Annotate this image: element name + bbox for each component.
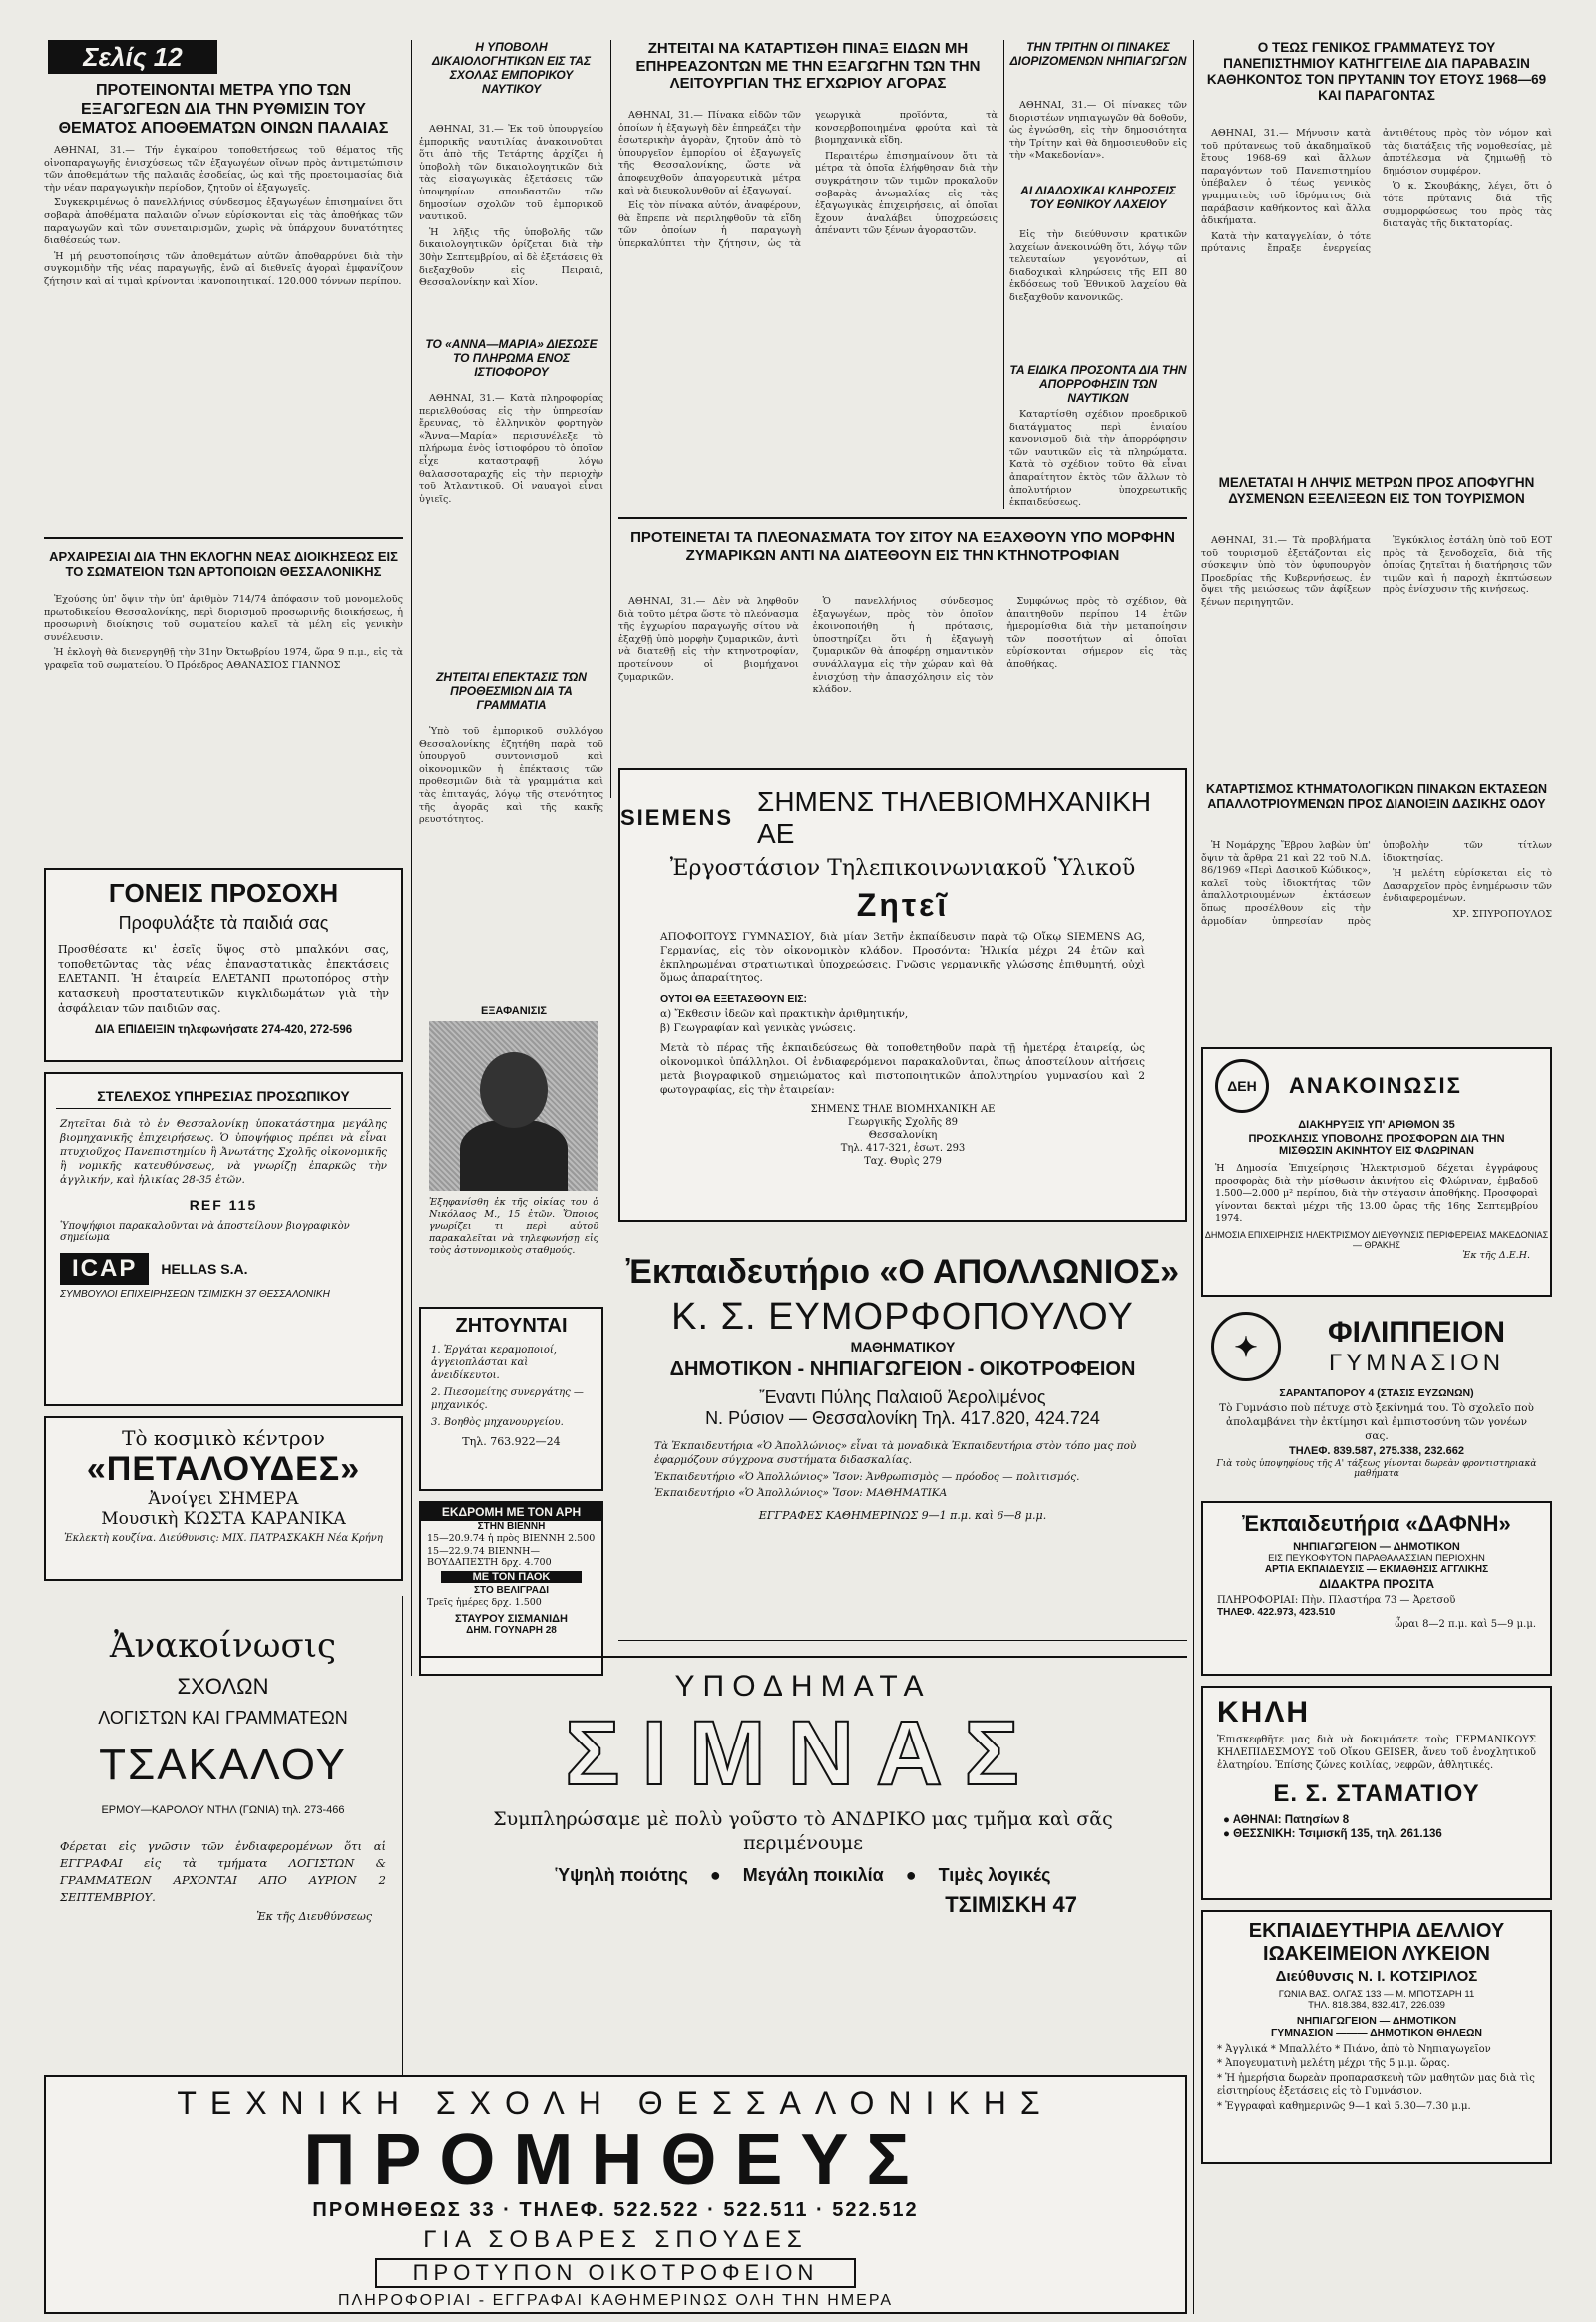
article-paragraph: ΑΘΗΝΑΙ, 31.— Πίνακα εἰδῶν τῶν ὁποίων ἡ ἐξαγωγὴ δὲν ἐπηρεάζει τὴν ἐσωτερικὴν ἀγορὰν, ζητοῦν ἀπὸ τὸ ὑπουργεῖον ἐμπορίου οἱ ἐξαγωγεῖς τῆς Θεσσαλονίκης, ὥστε νὰ ἀποφευχθοῦν ἀπαγορευτικὰ μέτρα καὶ νὰ διευκολυνθοῦν αἱ ἐξαγωγαί. — [618, 110, 801, 196]
article-paragraph: Εἰς τὸν πίνακα αὐτόν, ἀναφέρουν, θὰ ἔπρεπε νὰ περιληφθοῦν τὰ εἴδη τῶν ὁποίων ἡ παραγωγὴ ὑπερκαλύπτει τὴν ζήτησιν, ὡς τὰ γεωργικὰ προϊόντα, τὰ κονσερβοποιημένα φρούτα καὶ τὰ βιομηχανικὰ εἴδη. — [618, 110, 998, 249]
article-paragraph: ΑΘΗΝΑΙ, 31.— Τήν ἐγκαίρου τοποθετήσεως τοῦ θέματος τῆς οἰνοπαραγωγῆς ἐνισχύσεως τῶν ἐξαγωγέων οἴνων πρὸς ἀντιμετώπισιν τῶν ἀποθεμάτων τῆς παλαιᾶς ἐσοδείας, ὡς καὶ τῆς προετοιμασίας διὰ τὴν νέαν παραγωγικὴν περίοδον, ζητοῦν οἱ ἐξαγωγεῖς. — [44, 145, 403, 194]
address-line: Θεσσαλονίκη — [868, 1130, 938, 1141]
ad-ari-excursion — [419, 1501, 603, 1676]
article-paragraph: Συγκεκριμένως ὁ πανελλήνιος σύνδεσμος ἐξαγωγέων ἐπισημαίνει ὅτι σοβαρὰ ἀποθέματα παλαιῶν οἴνων εὑρίσκονται εἰς τὰς ἀποθήκας τῶν παραγωγῶν καὶ τῶν συνεταιρισμῶν, χωρὶς νὰ ὑπάρχουν δυνατότητες διαθέσεώς των. — [44, 197, 403, 247]
article-title: ΑΙ ΔΙΑΔΟΧΙΚΑΙ ΚΛΗΡΩΣΕΙΣ ΤΟΥ ΕΘΝΙΚΟΥ ΛΑΧΕΙΟΥ — [1020, 184, 1176, 212]
column-divider — [1003, 40, 1004, 509]
ad-title: ΣΙΜΝΑΣ — [565, 1703, 1041, 1804]
article-body — [1201, 128, 1552, 467]
address-line: Ταχ. Θυρὶς 279 — [864, 1156, 942, 1167]
article-title: ΚΑΤΑΡΤΙΣΜΟΣ ΚΤΗΜΑΤΟΛΟΓΙΚΩΝ ΠΙΝΑΚΩΝ ΕΚΤΑΣΕΩΝ ΑΠΑΛΛΟΤΡΙΟΥΜΕΝΩΝ ΠΡΟΣ ΔΙΑΝΟΙΞΙΝ ΔΑΣΙΚΗΣ ΟΔΟΥ — [1205, 782, 1548, 811]
ad-ref: REF 115 — [189, 1197, 258, 1213]
article-body — [1201, 535, 1552, 774]
ad-sub: ΣΤΗΝ ΒΙΕΝΝΗ — [477, 1521, 546, 1532]
ad-dellios — [1201, 1910, 1552, 2164]
ad-bullet: Ὑψηλὴ ποιότης — [555, 1865, 688, 1885]
ad-list-item: α) Ἔκθεσιν ἰδεῶν καὶ πρακτικὴν ἀριθμητικήν, — [660, 1008, 909, 1020]
article-paragraph: Περαιτέρω ἐπισημαίνουν ὅτι τὰ μέτρα τὰ ὁποῖα ἐλήφθησαν διὰ τὴν συγκράτησιν τῶν τιμῶν προκαλοῦν σοβαρὰς ἀνωμαλίας εἰς τὰς ἐξαγωγικὰς ἐπιχειρήσεις, αἱ ὁποῖαι ἔχουν ἀναλάβει ὑποχρεώσεις ἀπέναντι τῶν ξένων ἀγοραστῶν. — [815, 150, 998, 237]
ad-phone: ΔΙΑ ΕΠΙΔΕΙΞΙΝ τηλεφωνήσατε 274-420, 272-596 — [94, 1024, 353, 1036]
ad-title: ΖΗΤΟΥΝΤΑΙ — [455, 1315, 568, 1337]
ad-hours: ὧραι 8—2 π.μ. καὶ 5—9 μ.μ. — [1395, 1619, 1536, 1630]
article-paragraph: Ὁ κ. Σκουβάκης, λέγει, ὅτι ὁ τότε πρύτανις διὰ τῆς συμμορφώσεως του πρὸς τὰς διαταγὰς τῆς δικτατορίας. — [1383, 181, 1552, 230]
address-line: Τηλ. 417-321, ἐσωτ. 293 — [840, 1143, 966, 1154]
article-paragraph: Ὁ πανελλήνιος σύνδεσμος ἐξαγωγέων, πρὸς τὸν ὁποῖον ἐκοινοποιήθη ἡ πρότασις, ὑποστηρίζει ὅτι ἡ ἐξαγωγὴ ζυμαρικῶν θὰ ἀποφέρῃ σημαντικὸν συνάλλαγμα εἰς τὴν χώραν καὶ θὰ ἐνισχύσῃ τὴν ἀπασχόλησιν εἰς τὸν κλάδον. — [812, 596, 994, 696]
article-body — [44, 145, 403, 529]
ad-title: ΦΙΛΙΠΠΕΙΟΝ — [1328, 1316, 1505, 1349]
article-paragraph: Ἡ μή ρευστοποίησις τῶν ἀποθεμάτων αὐτῶν ἀποθαρρύνει διὰ τὴν συγκομιδὴν τῆς νέας παραγωγῆς, ἐνῶ αἱ διεθνεῖς ἀγοραὶ ἐμφανίζουν ζήτησιν καὶ αἱ τιμαὶ κρίνονται ἱκανοποιητικαί. 120.000 τόννων περίπου. — [44, 250, 403, 287]
ad-sub: ΣΤΟ ΒΕΛΙΓΡΑΔΙ — [474, 1585, 549, 1596]
icap-logo-sub: HELLAS S.A. — [161, 1261, 248, 1277]
notice-label: ΕΞΑΦΑΝΙΣΙΣ — [481, 1005, 547, 1017]
ad-address: Ἔναντι Πύλης Παλαιοῦ Ἀερολιμένος — [759, 1387, 1046, 1407]
ad-title: Ἐκπαιδευτήρια «ΔΑΦΝΗ» — [1242, 1511, 1511, 1536]
ad-item: 2. Πιεσομείτης συνεργάτης — μηχανικός. — [431, 1387, 584, 1411]
article-body — [1201, 840, 1552, 1039]
ad-body: Τὸ Γυμνάσιο ποὺ πέτυχε στὸ ξεκίνημά του. Τὸ σχολεῖο ποὺ ἀπολαμβάνει τὴν ἐκτίμησι καὶ ἐμπιστοσύνη τῶν γονέων σας. — [1219, 1402, 1534, 1442]
ad-title: ΤΣΑΚΑΛΟΥ — [99, 1741, 347, 1789]
bullet-dot-icon: ● — [709, 1865, 721, 1885]
ad-note: Μετὰ τὸ πέρας τῆς ἐκπαιδεύσεως θὰ τοποθετηθοῦν παρὰ τῇ ἡμετέρᾳ ἑταιρείᾳ, ὡς οἰκονομικοὶ ὑπάλληλοι. Οἱ ἐνδιαφερόμενοι παρακαλοῦνται, ὅπως ἀποστείλουν αἰτήσεις μετὰ βιογραφικοῦ σημειώματος καὶ πιστοποιητικῶν ἀπολυτηρίου γυμνασίου καὶ 2 φωτογραφίας, εἰς τὴν ἑταιρείαν: — [660, 1042, 1145, 1096]
dei-logo: ΔΕΗ — [1215, 1059, 1269, 1113]
ad-apollonios — [618, 1237, 1187, 1641]
missing-person-notice — [429, 1005, 598, 1295]
article-paragraph: ΑΘΗΝΑΙ, 31.— Κατὰ πληροφορίας περιελθούσας εἰς τὴν ὑπηρεσίαν ἔρευνας, τὸ ἑλληνικὸν φορτηγὸν «Ἄννα—Μαρία» περισυνέλεξε τὸ πλήρωμα ἐνὸς ἰστιοφόρου τὸ ὁποῖον εἶχε καταστραφῇ λόγω θαλασσοταραχῆς εἰς τὴν περιοχὴν τοῦ Ἀτλαντικοῦ. Οἱ ναυαγοὶ εἶναι ὑγιεῖς. — [419, 393, 603, 505]
ad-feature: Ἐκπαιδευτήριο «Ὁ Ἀπολλώνιος» Ἴσον: Ἀνθρωπισμὸς — πρόοδος — πολιτισμός. — [654, 1471, 1080, 1483]
ad-item: 1. Ἐργάται κεραμοποιοί, ἀγγειοπλάσται καὶ ἀνειδίκευτοι. — [431, 1345, 557, 1381]
ad-title: ΠΡΟΜΗΘΕΥΣ — [303, 2121, 928, 2200]
address-line: ΣΗΜΕΝΣ ΤΗΛΕ ΒΙΟΜΗΧΑΝΙΚΗ ΑΕ — [810, 1104, 996, 1115]
ad-note: Τὰ Ἐκπαιδευτήρια «Ὁ Ἀπολλώνιος» εἶναι τὰ μοναδικὰ Ἐκπαιδευτήρια στὸν τόπο μας ποὺ ἐφαρμόζουν σύγχρονα συστήματα διδασκαλίας. — [654, 1440, 1137, 1466]
ad-line: 15—22.9.74 ΒΙΕΝΝΗ—ΒΟΥΔΑΠΕΣΤΗ δρχ. 4.700 — [427, 1546, 552, 1568]
article-title: ΜΕΛΕΤΑΤΑΙ Η ΛΗΨΙΣ ΜΕΤΡΩΝ ΠΡΟΣ ΑΠΟΦΥΓΗΝ ΔΥΣΜΕΝΩΝ ΕΞΕΛΙΞΕΩΝ ΕΙΣ ΤΟΝ ΤΟΥΡΙΣΜΟΝ — [1218, 475, 1535, 506]
ad-note: Γιὰ τοὺς ὑποψηφίους τῆς Α' τάξεως γίνονται δωρεὰν φροντιστηριακὰ μαθήματα — [1216, 1459, 1537, 1479]
divider — [618, 517, 1187, 519]
article-title: ΤΗΝ ΤΡΙΤΗΝ ΟΙ ΠΙΝΑΚΕΣ ΔΙΟΡΙΖΟΜΕΝΩΝ ΝΗΠΙΑΓΩΓΩΝ — [1009, 40, 1187, 69]
ad-footer: Ὑποψήφιοι παρακαλοῦνται νὰ ἀποστείλουν βιογραφικὸν σημείωμα — [60, 1221, 350, 1243]
ad-director: Διεύθυνσις Ν. Ι. ΚΟΤΣΙΡΙΛΟΣ — [1275, 1968, 1478, 1985]
article-paragraph: Εἰς τὴν διεύθυνσιν κρατικῶν λαχείων ἀνεκοινώθη ὅτι, λόγῳ τῶν τελευταίων γεγονότων, αἱ διαδοχικαὶ κληρώσεις τῆς ΕΠ 80 ἐκδόσεως τοῦ Ἐθνικοῦ λαχείου θὰ διεξαχθοῦν κανονικῶς. — [1009, 229, 1187, 303]
ad-line: Ἐκλεκτὴ κουζίνα. Διεύθυνσις: ΜΙΧ. ΠΑΤΡΑΣΚΑΚΗ Νέα Κρήνη — [64, 1533, 383, 1544]
ad-address: ΕΡΜΟΥ—ΚΑΡΟΛΟΥ ΝΤΗΛ (ΓΩΝΙΑ) τηλ. 273-466 — [101, 1804, 345, 1816]
ad-line: Μουσικὴ ΚΩΣΤΑ ΚΑΡΑΝΙΚΑ — [101, 1509, 346, 1529]
ad-address: ΣΑΡΑΝΤΑΠΟΡΟΥ 4 (ΣΤΑΣΙΣ ΕΥΖΩΝΩΝ) — [1279, 1387, 1474, 1399]
ad-bullet: Τιμὲς λογικές — [938, 1865, 1051, 1885]
ad-goneis — [44, 868, 403, 1062]
ad-title: ΓΟΝΕΙΣ ΠΡΟΣΟΧΗ — [108, 878, 339, 908]
ad-name: ΣΤΑΥΡΟΥ ΣΙΣΜΑΝΙΔΗ — [455, 1613, 568, 1625]
ad-title: ΚΗΛΗ — [1217, 1696, 1311, 1729]
article-body — [1009, 409, 1187, 509]
ad-phones: ΤΗΛΕΦ. 422.973, 423.510 — [1217, 1607, 1336, 1618]
siemens-logo: SIEMENS — [620, 805, 734, 830]
ad-registration: ΕΓΓΡΑΦΕΣ ΚΑΘΗΜΕΡΙΝΩΣ 9—1 π.μ. καὶ 6—8 μ.μ. — [758, 1509, 1047, 1522]
ad-subtitle: ΜΑΘΗΜΑΤΙΚΟΥ — [850, 1339, 956, 1354]
ad-address: ΓΩΝΙΑ ΒΑΣ. ΟΛΓΑΣ 133 — Μ. ΜΠΟΤΣΑΡΗ 11 — [1278, 1989, 1475, 2000]
ad-line: ΑΡΤΙΑ ΕΚΠΑΙΔΕΥΣΙΣ — ΕΚΜΑΘΗΣΙΣ ΑΓΓΛΙΚΗΣ — [1264, 1564, 1489, 1575]
article-title: ΠΡΟΤΕΙΝΕΤΑΙ ΤΑ ΠΛΕΟΝΑΣΜΑΤΑ ΤΟΥ ΣΙΤΟΥ ΝΑ ΕΞΑΧΘΟΥΝ ΥΠΟ ΜΟΡΦΗΝ ΖΥΜΑΡΙΚΩΝ ΑΝΤΙ ΝΑ ΔΙΑΤΕΘΟΥΝ ΕΙΣ ΤΗΝ ΚΤΗΝΟΤΡΟΦΙΑΝ — [630, 529, 1175, 564]
article-paragraph: Ἡ λῆξις τῆς ὑποβολῆς τῶν δικαιολογητικῶν ὁρίζεται διὰ τὴν 30ὴν Σεπτεμβρίου, αἱ δὲ ἐξετάσεις θὰ διεξαχθοῦν εἰς Πειραιᾶ, Θεσσαλονίκην καὶ Χίον. — [419, 226, 603, 289]
ad-line: Συμπληρώσαμε μὲ πολὺ γοῦστο τὸ ΑΝΔΡΙΚΟ μας τμῆμα καὶ σᾶς περιμένουμε — [493, 1808, 1113, 1854]
article-body — [419, 393, 603, 662]
ad-list-item: β) Γεωγραφίαν καὶ γενικὰς γνώσεις. — [660, 1022, 856, 1034]
ad-top: ΤΕΧΝΙΚΗ ΣΧΟΛΗ ΘΕΣΣΑΛΟΝΙΚΗΣ — [177, 2085, 1054, 2121]
divider — [44, 537, 403, 539]
ad-line: Ἀνοίγει ΣΗΜΕΡΑ — [148, 1489, 299, 1509]
article-paragraph: Ἐχούσης ὑπ' ὄψιν τὴν ὑπ' ἀριθμὸν 714/74 ἀπόφασιν τοῦ μονομελοῦς πρωτοδικείου Θεσσαλονίκης, περὶ διορισμοῦ προσωρινῆς διοικήσεως, ἡ προσωρινὴ διοίκησις τοῦ σωματείου καλεῖ τὰ μέλη εἰς γενικὴν συνέλευσιν. — [44, 594, 403, 643]
ad-zitountai — [419, 1307, 603, 1491]
ad-feature: Ἐκπαιδευτήριο «Ὁ Ἀπολλώνιος» Ἴσον: ΜΑΘΗΜΑΤΙΚΑ — [654, 1487, 948, 1499]
ad-title: ΕΚΠΑΙΔΕΥΤΗΡΙΑ ΔΕΛΛΙΟΥ — [1248, 1920, 1505, 1942]
ad-address: ΔΗΜ. ΓΟΥΝΑΡΗ 28 — [466, 1625, 557, 1636]
page-label: Σελίς 12 — [48, 40, 217, 74]
article-body — [44, 594, 403, 859]
ad-sign: ΔΗΜΟΣΙΑ ΕΠΙΧΕΙΡΗΣΙΣ ΗΛΕΚΤΡΙΣΜΟΥ ΔΙΕΥΘΥΝΣΙΣ ΠΕΡΙΦΕΡΕΙΑΣ ΜΑΚΕΔΟΝΙΑΣ — ΘΡΑΚΗΣ — [1204, 1229, 1549, 1250]
ad-title: ΕΚΔΡΟΜΗ ΜΕ ΤΟΝ ΑΡΗ — [421, 1503, 601, 1521]
ad-address: ● ΘΕΣΣΝΙΚΗ: Τσιμισκῆ 135, τηλ. 261.136 — [1223, 1828, 1442, 1840]
article-title: ΠΡΟΤΕΙΝΟΝΤΑΙ ΜΕΤΡΑ ΥΠΟ ΤΩΝ ΕΞΑΓΩΓΕΩΝ ΔΙΑ ΤΗΝ ΡΥΘΜΙΣΙΝ ΤΟΥ ΘΕΜΑΤΟΣ ΑΠΟΘΕΜΑΤΩΝ ΟΙΝΩΝ ΠΑΛΑΙΑΣ — [58, 82, 389, 137]
ad-address: ΤΣΙΜΙΣΚΗ 47 — [945, 1892, 1077, 1917]
article-title: Ο ΤΕΩΣ ΓΕΝΙΚΟΣ ΓΡΑΜΜΑΤΕΥΣ ΤΟΥ ΠΑΝΕΠΙΣΤΗΜΙΟΥ ΚΑΤΗΓΓΕΙΛΕ ΔΙΑ ΠΑΡΑΒΑΣΙΝ ΚΑΘΗΚΟΝΤΟΣ ΤΟΝ ΠΡΥΤΑΝΙΝ ΤΟΥ ΕΤΟΥΣ 1968—69 ΚΑΙ ΠΑΡΑΓΟΝΤΑΣ — [1206, 40, 1547, 103]
ad-siemens — [618, 768, 1187, 1222]
ad-phones: ΤΗΛΕΦ. 839.587, 275.338, 232.662 — [1289, 1445, 1464, 1457]
ad-subtitle: Ἐργοστάσιον Τηλεπικοινωνιακοῦ Ὑλικοῦ — [669, 856, 1136, 881]
article-paragraph: ΧΡ. ΣΠΥΡΟΠΟΥΛΟΣ — [1452, 908, 1552, 920]
missing-person-photo — [429, 1021, 598, 1191]
ad-address: ΣΥΜΒΟΥΛΟΙ ΕΠΙΧΕΙΡΗΣΕΩΝ ΤΣΙΜΙΣΚΗ 37 ΘΕΣΣΑΛΟΝΙΚΗ — [60, 1289, 330, 1300]
ad-levels: ΓΥΜΝΑΣΙΟΝ ——— ΔΗΜΟΤΙΚΟΝ ΘΗΛΕΩΝ — [1270, 2027, 1483, 2039]
ad-dafni — [1201, 1501, 1552, 1676]
article-paragraph: Καταρτίσθη σχέδιον προεδρικοῦ διατάγματος περὶ ἐνιαίου κανονισμοῦ διὰ τὴν ἀπορρόφησιν τῶν ναυτικῶν εἰς τὰ πληρώματα. Κατὰ τὸ σχέδιον τοῦτο θὰ εἶναι ἀπαραίτητον ἐκτὸς τῶν ἄλλων τὸ ἀπολυτήριον ὑποχρεωτικῆς ἐκπαιδεύσεως. — [1009, 409, 1187, 509]
ad-line: 15—20.9.74 ἡ πρὸς ΒΙΕΝΝΗ 2.500 — [427, 1533, 596, 1544]
icap-logo: ICAP — [60, 1253, 149, 1285]
ad-address: ΠΛΗΡΟΦΟΡΙΑΙ: Πὴν. Πλαστήρα 73 — Ἀρετσοῦ — [1217, 1595, 1456, 1606]
column-divider — [610, 40, 611, 798]
ad-line: Ἀνακοίνωσις — [109, 1626, 337, 1666]
ad-feature: * Ἀπογευματινὴ μελέτη μέχρι τῆς 5 μ.μ. ὥρας. — [1217, 2058, 1450, 2069]
article-title: ΖΗΤΕΙΤΑΙ ΕΠΕΚΤΑΣΙΣ ΤΩΝ ΠΡΟΘΕΣΜΙΩΝ ΔΙΑ ΤΑ ΓΡΑΜΜΑΤΙΑ — [436, 670, 587, 713]
filippeion-emblem-icon: ✦ — [1211, 1312, 1281, 1381]
ad-want: Ζητεῖ — [856, 887, 950, 923]
ad-body: Ζητεῖται διὰ τὸ ἐν Θεσσαλονίκῃ ὑποκατάστημα μεγάλης βιομηχανικῆς ἐπιχειρήσεως. Ὁ ὑποψήφιος πρέπει νὰ εἶναι πτυχιοῦχος Πανεπιστημίου ἢ Ἀνωτάτης Σχολῆς οἰκονομικῆς ἢ νομικῆς κατευθύνσεως, νὰ γνωρίζῃ ἐπαρκῶς τὴν ἀγγλικήν, καὶ ἡλικίας 28-35 ἐτῶν. — [60, 1118, 387, 1186]
article-body — [618, 110, 998, 509]
ad-sub: ΠΡΟΣΚΛΗΣΙΣ ΥΠΟΒΟΛΗΣ ΠΡΟΣΦΟΡΩΝ ΔΙΑ ΤΗΝ ΜΙΣΘΩΣΙΝ ΑΚΙΝΗΤΟΥ ΕΙΣ ΦΛΩΡΙΝΑΝ — [1248, 1133, 1505, 1157]
article-paragraph: Κατὰ τὴν καταγγελίαν, ὁ τότε πρύτανις ἔπραξε ἐνεργείας ἀντιθέτους πρὸς τὸν νόμον καὶ τὰς διατάξεις τῆς νομοθεσίας, μὲ ἀποτέλεσμα νὰ ζημιωθῇ τὸ δημόσιον συμφέρον. — [1201, 128, 1552, 255]
ad-line: ΠΛΗΡΟΦΟΡΙΑΙ - ΕΓΓΡΑΦΑΙ ΚΑΘΗΜΕΡΙΝΩΣ ΟΛΗ ΤΗΝ ΗΜΕΡΑ — [337, 2292, 893, 2309]
ad-list-head: ΟΥΤΟΙ ΘΑ ΕΞΕΤΑΣΘΟΥΝ ΕΙΣ: — [660, 993, 808, 1005]
ad-title: ΣΗΜΕΝΣ ΤΗΛΕΒΙΟΜΗΧΑΝΙΚΗ ΑΕ — [757, 786, 1152, 849]
ad-sub: ΔΙΑΚΗΡΥΞΙΣ ΥΠ' ΑΡΙΘΜΟΝ 35 — [1298, 1119, 1455, 1131]
ad-line: ΛΟΓΙΣΤΩΝ ΚΑΙ ΓΡΑΜΜΑΤΕΩΝ — [98, 1708, 348, 1728]
ad-address: Ν. Ρύσιον — Θεσσαλονίκη Τηλ. 417.820, 424.724 — [705, 1408, 1100, 1428]
article-paragraph: ΑΘΗΝΑΙ, 31.— Ἐκ τοῦ ὑπουργείου ἐμπορικῆς ναυτιλίας ἀνακοινοῦται ὅτι ἀπὸ τῆς Τετάρτης ἀρχίζει ἡ ὑποβολὴ τῶν δικαιολογητικῶν διὰ τὰς εἰσαγωγικὰς ἐξετάσεις τῶν ὑποψηφίων σπουδαστῶν τῶν δημοσίων σχολῶν τοῦ ἐμπορικοῦ ναυτικοῦ. — [419, 124, 603, 223]
ad-body: Ἡ Δημοσία Ἐπιχείρησις Ἠλεκτρισμοῦ δέχεται ἐγγράφους προσφορὰς διὰ τὴν μίσθωσιν ἀκινήτου εἰς Φλώριναν, ἐμβαδοῦ 1.500—2.000 μ² περίπου, διὰ τὴν στέγασιν ἀποθήκης. Προσφοραὶ γίνονται δεκταὶ μέχρι τῆς 13.00 ὥρας τῆς 16ης Σεπτεμβρίου 1974. — [1215, 1163, 1538, 1224]
article-paragraph: ΑΘΗΝΑΙ, 31.— Μήνυσιν κατὰ τοῦ πρύτανεως τοῦ ἀκαδημαϊκοῦ ἔτους 1968-69 καὶ ἄλλων παραγόντων τοῦ Πανεπιστημίου ὑπέβαλεν ὁ τέως γενικὸς γραμματεὺς τοῦ ἱδρύματος διὰ παράβασιν καθήκοντος καὶ ἄλλα ἀδικήματα. — [1201, 128, 1371, 227]
ad-phones: ΤΗΛ. 818.384, 832.417, 226.039 — [1308, 2000, 1445, 2011]
ad-body: Φέρεται εἰς γνῶσιν τῶν ἐνδιαφερομένων ὅτι αἱ ΕΓΓΡΑΦΑΙ εἰς τὰ τμήματα ΛΟΓΙΣΤΩΝ & ΓΡΑΜΜΑΤΕΩΝ ΑΡΧΟΝΤΑΙ ΑΠΟ ΑΥΡΙΟΝ 2 ΣΕΠΤΕΜΒΡΙΟΥ. — [60, 1839, 386, 1904]
ad-levels: ΔΗΜΟΤΙΚΟΝ - ΝΗΠΙΑΓΩΓΕΙΟΝ - ΟΙΚΟΤΡΟΦΕΙΟΝ — [669, 1358, 1136, 1380]
ad-sign: Ἐκ τῆς Διευθύνσεως — [256, 1910, 372, 1923]
ad-levels: ΝΗΠΙΑΓΩΓΕΙΟΝ — ΔΗΜΟΤΙΚΟΝ — [1296, 2015, 1457, 2027]
article-paragraph: Ὑπὸ τοῦ ἐμπορικοῦ συλλόγου Θεσσαλονίκης ἐζητήθη παρὰ τοῦ ὑπουργοῦ συντονισμοῦ καὶ οἰκονομικῶν ἡ ἐπέκτασις τῶν προθεσμιῶν διὰ τὰ γραμμάτια καὶ τὰς ἐπιταγάς, λόγῳ τῆς στενότητος τῆς ἀγορᾶς καὶ τῆς κακῆς ρευστότητος. — [419, 726, 603, 826]
article-paragraph: ΑΘΗΝΑΙ, 31.— Τὰ προβλήματα τοῦ τουρισμοῦ ἐξετάζονται εἰς σύσκεψιν ὑπὸ τὸν ὑφυπουργὸν Προεδρίας τῆς Κυβερνήσεως, ἐν ὄψει τῆς μειώσεως τῶν ἀφίξεων ξένων περιηγητῶν. — [1201, 535, 1371, 608]
ad-body: ΑΠΟΦΟΙΤΟΥΣ ΓΥΜΝΑΣΙΟΥ, διὰ μίαν 3ετῆν ἐκπαίδευσιν παρὰ τῷ Οἴκῳ SIEMENS AG, Γερμανίας, εἰς τὸν οἰκονομικὸν κλάδον. Προσόντα: Ἡλικία μέχρι 24 ἐτῶν καὶ ἐκπληρωμέναι στρατιωτικαὶ ὑποχρεώσεις. Γνῶσις γερμανικῆς γλώσσης ἐπιθυμητή, οὐχὶ ὅμως ἀπαραίτητος. — [660, 931, 1145, 984]
ad-line: ΔΙΔΑΚΤΡΑ ΠΡΟΣΙΤΑ — [1318, 1577, 1434, 1591]
article-title: ΤΑ ΕΙΔΙΚΑ ΠΡΟΣΟΝΤΑ ΔΙΑ ΤΗΝ ΑΠΟΡΡΟΦΗΣΙΝ ΤΩΝ ΝΑΥΤΙΚΩΝ — [1009, 363, 1187, 406]
address-line: Γεωργικῆς Σχολῆς 89 — [847, 1117, 959, 1128]
ad-title: «ΠΕΤΑΛΟΥΔΕΣ» — [86, 1450, 361, 1488]
ad-top: ΥΠΟΔΗΜΑΤΑ — [674, 1670, 932, 1703]
ad-name: Ε. Σ. ΣΤΑΜΑΤΙΟΥ — [1273, 1780, 1480, 1807]
ad-phones: ΠΡΟΜΗΘΕΩΣ 33 · ΤΗΛΕΦ. 522.522 · 522.511 · 522.512 — [312, 2199, 919, 2221]
ad-tsakalou — [44, 1596, 403, 2075]
article-body — [1009, 100, 1187, 180]
article-body — [1009, 229, 1187, 359]
ad-title: ΙΩΑΚΕΙΜΕΙΟΝ ΛΥΚΕΙΟΝ — [1263, 1943, 1490, 1965]
ad-body: Προσθέσατε κι' ἐσεῖς ὕψος στὸ μπαλκόνι σας, τοποθετῶντας τὰς νέας ἐπαναστατικὰς ἐπεκτάσεις ΕΛΕΤΑΝΠ. Ἡ ἑταιρεία ΕΛΕΤΑΝΠ πρωτοπόρος στὴν κατασκευὴ προστατευτικῶν κιγκλιδωμάτων γιὰ τὴν ἀσφάλειαν τῶν παιδιῶν σας. — [58, 943, 389, 1015]
article-paragraph: Ἐγκύκλιος ἐστάλη ὑπὸ τοῦ ΕΟΤ πρὸς τὰ ξενοδοχεῖα, διὰ τῆς ὁποίας ζητεῖται ἡ διατήρησις τῶν τιμῶν καὶ ἡ παροχὴ ἐκπτώσεων πρὸς ἐνίσχυσιν τῆς κινήσεως. — [1383, 535, 1552, 596]
ad-feature: * Ἀγγλικά * Μπαλλέτο * Πιάνο, ἀπὸ τὸ Νηπιαγωγεῖον — [1217, 2044, 1491, 2055]
article-body — [419, 124, 603, 323]
ad-line: ΣΧΟΛΩΝ — [177, 1674, 269, 1699]
article-title: ΖΗΤΕΙΤΑΙ ΝΑ ΚΑΤΑΡΤΙΣΘΗ ΠΙΝΑΞ ΕΙΔΩΝ ΜΗ ΕΠΗΡΕΑΖΟΝΤΩΝ ΜΕ ΤΗΝ ΕΞΑΓΩΓΗΝ ΤΩΝ ΤΗΝ ΛΕΙΤΟΥΡΓΙΑΝ ΤΗΣ ΕΓΧΩΡΙΟΥ ΑΓΟΡΑΣ — [635, 40, 981, 93]
article-paragraph: Συμφώνως πρὸς τὸ σχέδιον, θὰ ἀπαιτηθοῦν περίπου 14 ἐτῶν ἡμερομίσθια διὰ τὴν μεταποίησιν τῶν ποσοτήτων αἱ ὁποῖαι εὑρίσκονται σήμερον εἰς τὰς ἀποθήκας. — [1006, 596, 1187, 670]
ad-title: Ἐκπαιδευτήριο «Ο ΑΠΟΛΛΩΝΙΟΣ» — [625, 1253, 1180, 1291]
article-title: ΤΟ «ΑΝΝΑ—ΜΑΡΙΑ» ΔΙΕΣΩΣΕ ΤΟ ΠΛΗΡΩΜΑ ΕΝΟΣ ΙΣΤΙΟΦΟΡΟΥ — [425, 337, 598, 380]
address-line: ΑΘΗΝΑΙ: Πατησίων 8 — [1232, 1814, 1350, 1826]
article-title: Η ΥΠΟΒΟΛΗ ΔΙΚΑΙΟΛΟΓΗΤΙΚΩΝ ΕΙΣ ΤΑΣ ΣΧΟΛΑΣ ΕΜΠΟΡΙΚΟΥ ΝΑΥΤΙΚΟΥ — [431, 40, 592, 97]
ad-sign: Ἐκ τῆς Δ.Ε.Η. — [1462, 1249, 1530, 1261]
ad-line: Τὸ κοσμικὸ κέντρον — [122, 1426, 325, 1450]
notice-caption: Ἐξηφανίσθη ἐκ τῆς οἰκίας του ὁ Νικόλαος Μ., 15 ἐτῶν. Ὅποιος γνωρίζει τι περὶ αὐτοῦ παρακαλεῖται νὰ τηλεφωνήσῃ εἰς τοὺς ἀστυνομικοὺς σταθμούς. — [429, 1197, 598, 1256]
ad-icap — [44, 1072, 403, 1406]
article-body — [419, 726, 603, 995]
article-paragraph: Ἡ ἐκλογὴ θὰ διενεργηθῇ τὴν 31ην Ὀκτωβρίου 1974, ὥρα 9 π.μ., εἰς τὰ γραφεῖα τοῦ σωματείου. Ὁ Πρόεδρος ΑΘΑΝΑΣΙΟΣ ΓΙΑΝΝΟΣ — [44, 647, 403, 671]
ad-address — [620, 1103, 1185, 1168]
ad-dei — [1201, 1047, 1552, 1297]
ad-prometheus — [44, 2075, 1187, 2314]
ad-bullet: Μεγάλη ποικιλία — [742, 1865, 884, 1885]
article-title: ΑΡΧΑΙΡΕΣΙΑΙ ΔΙΑ ΤΗΝ ΕΚΛΟΓΗΝ ΝΕΑΣ ΔΙΟΙΚΗΣΕΩΣ ΕΙΣ ΤΟ ΣΩΜΑΤΕΙΟΝ ΤΩΝ ΑΡΤΟΠΟΙΩΝ ΘΕΣΣΑΛΟΝΙΚΗΣ — [49, 549, 398, 580]
ad-line: ΕΙΣ ΠΕΥΚΟΦΥΤΟΝ ΠΑΡΑΘΑΛΑΣΣΙΑΝ ΠΕΡΙΟΧΗΝ — [1268, 1553, 1485, 1564]
article-paragraph: ΑΘΗΝΑΙ, 31.— Οἱ πίνακες τῶν διοριστέων νηπιαγωγῶν θὰ δοθοῦν, ὡς ἐγνώσθη, εἰς τὴν δημοσιότητα τὴν Τρίτην καὶ θὰ δημοσιευθοῦν εἰς τὴν «Μακεδονίαν». — [1009, 100, 1187, 162]
ad-sub: ΝΗΠΙΑΓΩΓΕΙΟΝ — ΔΗΜΟΤΙΚΟΝ — [1293, 1541, 1460, 1553]
column-divider — [411, 40, 412, 1676]
ad-phone: Τηλ. 763.922—24 — [462, 1435, 561, 1448]
ad-sub: ΜΕ ΤΟΝ ΠΑΟΚ — [441, 1571, 582, 1583]
ad-name: Κ. Σ. ΕΥΜΟΡΦΟΠΟΥΛΟΥ — [671, 1296, 1134, 1338]
ad-simnas — [419, 1656, 1187, 1955]
ad-filippeion — [1201, 1302, 1552, 1496]
ad-line: Τρεῖς ἡμέρες δρχ. 1.500 — [427, 1597, 542, 1608]
article-paragraph: Ἡ Νομάρχης Ἔβρου λαβὼν ὑπ' ὄψιν τὰ ἄρθρα 21 καὶ 22 τοῦ Ν.Δ. 86/1969 «Περὶ Δασικοῦ Κώδικος», καλεῖ τοὺς ἰδιοκτήτας τῶν ἀπαλλοτριουμένων ἐκτάσεων ὅπως προσέλθουν εἰς τὴν ἁρμοδίαν ὑπηρεσίαν πρὸς ὑποβολὴν τῶν τίτλων ἰδιοκτησίας. — [1201, 840, 1552, 927]
ad-subtitle: Προφυλάξτε τὰ παιδιά σας — [118, 913, 329, 933]
article-body — [618, 596, 1187, 791]
ad-line: ΓΙΑ ΣΟΒΑΡΕΣ ΣΠΟΥΔΕΣ — [423, 2226, 808, 2253]
ad-title: ΣΤΕΛΕΧΟΣ ΥΠΗΡΕΣΙΑΣ ΠΡΟΣΩΠΙΚΟΥ — [56, 1088, 391, 1109]
ad-address: ● ΑΘΗΝΑΙ: Πατησίων 8 — [1223, 1814, 1350, 1826]
bullet-dot-icon: ● — [905, 1865, 917, 1885]
article-paragraph: ΑΘΗΝΑΙ, 31.— Δὲν νὰ ληφθοῦν διὰ τοῦτο μέτρα ὥστε τὸ πλεόνασμα τῆς ἐγχωρίου παραγωγῆς σίτου νὰ ἐξαχθῇ ὑπὸ μορφὴν ζυμαρικῶν, ἀντὶ νὰ διατεθῇ εἰς τὴν κτηνοτροφίαν, προτείνουν οἱ βιομήχανοι ζυμαρικῶν. — [618, 596, 799, 683]
ad-petaloudes — [44, 1416, 403, 1581]
ad-subtitle: ΓΥΜΝΑΣΙΟΝ — [1328, 1350, 1505, 1376]
ad-kili — [1201, 1686, 1552, 1900]
ad-body: Ἐπισκεφθῆτε μας διὰ νὰ δοκιμάσετε τοὺς ΓΕΡΜΑΝΙΚΟΥΣ ΚΗΛΕΠΙΔΕΣΜΟΥΣ τοῦ Οἴκου GEISER, ἄνευ τοῦ ἐνοχλητικοῦ ἐλατηρίου. Ἐπίσης ζώνες κοιλίας, νεφρῶν, ἀθλητικές. — [1217, 1735, 1536, 1771]
article-paragraph: Ἡ μελέτη εὑρίσκεται εἰς τὸ Δασαρχεῖον πρὸς ἐνημέρωσιν τῶν ἐνδιαφερομένων. — [1383, 868, 1552, 905]
address-line: ΘΕΣΣΝΙΚΗ: Τσιμισκῆ 135, τηλ. 261.136 — [1233, 1828, 1442, 1840]
ad-line: ΠΡΟΤΥΠΟΝ ΟΙΚΟΤΡΟΦΕΙΟΝ — [375, 2258, 856, 2288]
ad-title: ΑΝΑΚΟΙΝΩΣΙΣ — [1289, 1073, 1462, 1098]
ad-feature: * Ἐγγραφαὶ καθημερινῶς 9—1 καὶ 5.30—7.30 μ.μ. — [1217, 2101, 1471, 2112]
ad-item: 3. Βοηθὸς μηχανουργείου. — [431, 1417, 564, 1428]
ad-feature: * Ἡ ἡμερήσια δωρεὰν προπαρασκευὴ τῶν μαθητῶν μας διὰ τὶς εἰσιτηρίους ἐξετάσεις εἰς τὸ Γυμνάσιον. — [1217, 2073, 1535, 2097]
column-divider — [1193, 40, 1194, 2314]
